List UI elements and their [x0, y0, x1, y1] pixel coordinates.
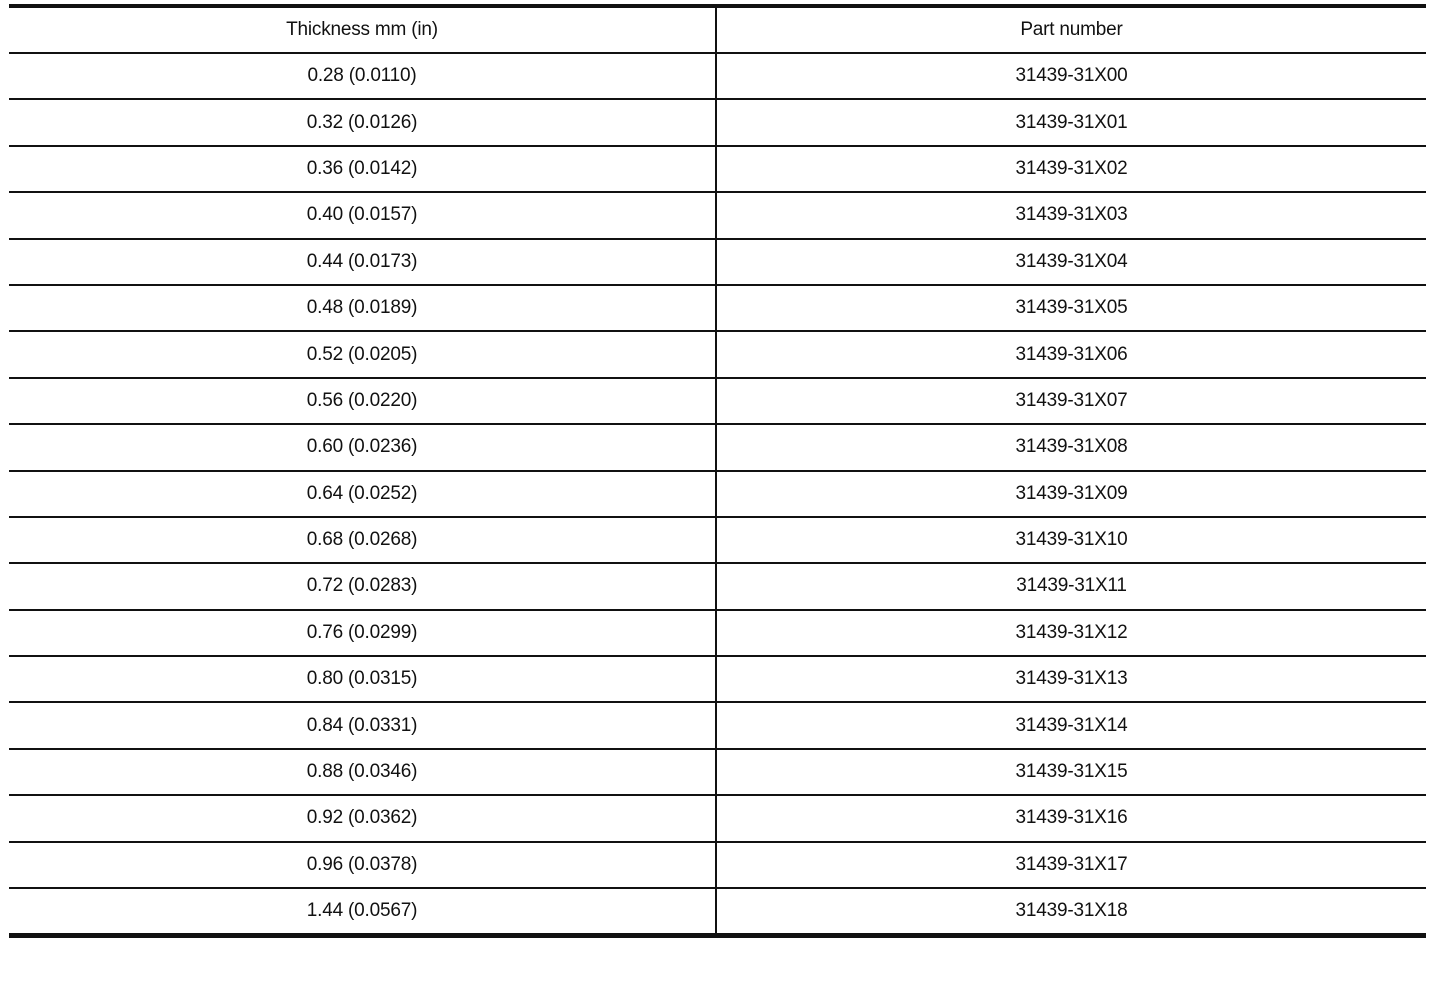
table-row	[9, 285, 1426, 331]
thickness-cell: 0.32 (0.0126)	[9, 99, 716, 145]
part-number-cell: 31439-31X13	[716, 656, 1426, 702]
header-part-number: Part number	[716, 6, 1426, 53]
table-body	[9, 53, 1426, 936]
part-number-cell: 31439-31X02	[716, 146, 1426, 192]
thickness-cell: 0.28 (0.0110)	[9, 53, 716, 99]
thickness-cell: 0.52 (0.0205)	[9, 331, 716, 377]
table-row	[9, 424, 1426, 470]
table-row	[9, 53, 1426, 99]
thickness-cell: 0.48 (0.0189)	[9, 285, 716, 331]
part-number-cell: 31439-31X06	[716, 331, 1426, 377]
part-number-cell: 31439-31X01	[716, 99, 1426, 145]
part-number-cell: 31439-31X05	[716, 285, 1426, 331]
part-number-cell: 31439-31X11	[716, 563, 1426, 609]
table-row	[9, 192, 1426, 238]
part-number-cell: 31439-31X09	[716, 471, 1426, 517]
table-row	[9, 842, 1426, 888]
table-row	[9, 99, 1426, 145]
thickness-cell: 0.40 (0.0157)	[9, 192, 716, 238]
table-row	[9, 656, 1426, 702]
thickness-cell: 0.92 (0.0362)	[9, 795, 716, 841]
thickness-cell: 0.64 (0.0252)	[9, 471, 716, 517]
table-row	[9, 517, 1426, 563]
part-number-cell: 31439-31X08	[716, 424, 1426, 470]
table-row	[9, 471, 1426, 517]
thickness-cell: 0.68 (0.0268)	[9, 517, 716, 563]
thickness-cell: 0.76 (0.0299)	[9, 610, 716, 656]
thickness-cell: 0.36 (0.0142)	[9, 146, 716, 192]
header-thickness: Thickness mm (in)	[9, 6, 716, 53]
table-row	[9, 378, 1426, 424]
part-number-cell: 31439-31X07	[716, 378, 1426, 424]
thickness-cell: 0.80 (0.0315)	[9, 656, 716, 702]
part-number-cell: 31439-31X00	[716, 53, 1426, 99]
thickness-cell: 0.56 (0.0220)	[9, 378, 716, 424]
thickness-cell: 0.72 (0.0283)	[9, 563, 716, 609]
table-header-row	[9, 6, 1426, 53]
thickness-part-number-table	[9, 4, 1426, 938]
thickness-cell: 0.44 (0.0173)	[9, 239, 716, 285]
part-number-cell: 31439-31X16	[716, 795, 1426, 841]
table-row	[9, 239, 1426, 285]
thickness-cell: 0.96 (0.0378)	[9, 842, 716, 888]
table-row	[9, 702, 1426, 748]
table-row	[9, 331, 1426, 377]
part-number-cell: 31439-31X17	[716, 842, 1426, 888]
table-row	[9, 888, 1426, 936]
part-number-cell: 31439-31X10	[716, 517, 1426, 563]
table-row	[9, 795, 1426, 841]
table-row	[9, 749, 1426, 795]
part-number-cell: 31439-31X15	[716, 749, 1426, 795]
thickness-cell: 1.44 (0.0567)	[9, 888, 716, 936]
part-number-cell: 31439-31X04	[716, 239, 1426, 285]
table-row	[9, 610, 1426, 656]
part-number-cell: 31439-31X03	[716, 192, 1426, 238]
table-row	[9, 146, 1426, 192]
thickness-cell: 0.60 (0.0236)	[9, 424, 716, 470]
part-number-cell: 31439-31X12	[716, 610, 1426, 656]
table-row	[9, 563, 1426, 609]
thickness-cell: 0.84 (0.0331)	[9, 702, 716, 748]
part-number-cell: 31439-31X14	[716, 702, 1426, 748]
thickness-cell: 0.88 (0.0346)	[9, 749, 716, 795]
part-number-cell: 31439-31X18	[716, 888, 1426, 936]
